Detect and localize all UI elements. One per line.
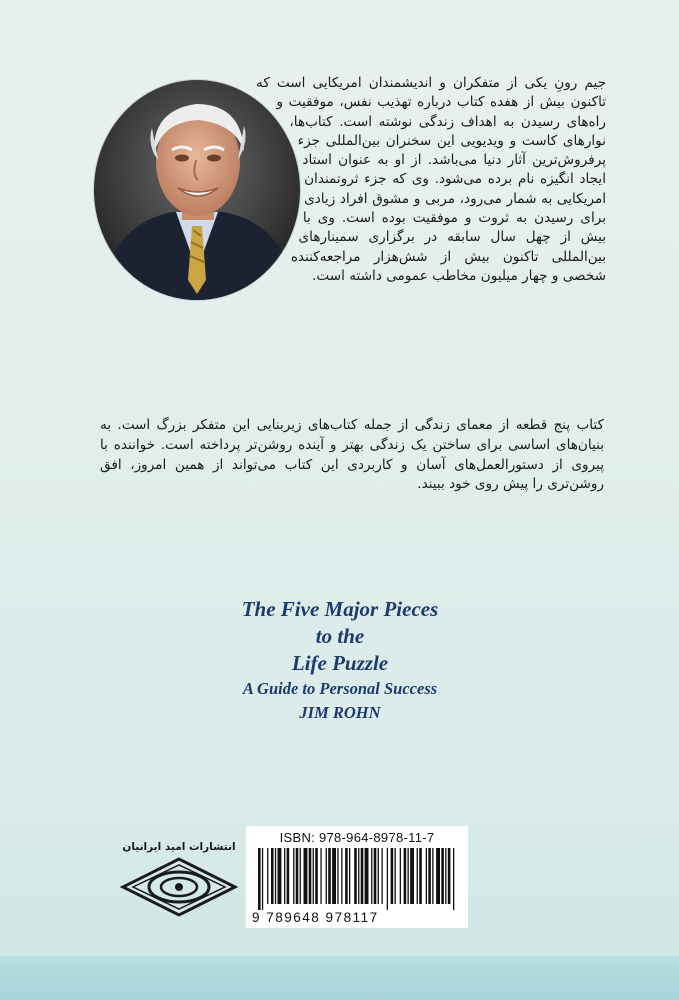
book-summary: کتاب پنج قطعه از معمای زندگی از جمله کتاب‌های زیربنایی این متفکر بزرگ است. به بنیان‌های اساسی برای ساختن یک زندگی بهتر و آینده روشن‌تر پرداخته است. خواننده با پیروی از دستورالعمل‌های آسان و کاربردی این کتاب می‌تواند از همین امروز، افق روشن‌تری را پیش روی خود ببیند. [100,417,604,493]
publisher-name: انتشارات امید ایرانیان [122,841,236,853]
author-name: JIM ROHN [299,703,381,722]
english-title-line-2: to the [315,624,365,648]
english-title-block [140,596,540,726]
barcode-label [246,826,468,928]
english-subtitle: A Guide to Personal Success [242,679,438,698]
bottom-color-band [0,956,679,1000]
english-title-line-1: The Five Major Pieces [241,597,439,621]
publisher-logo-icon [119,856,239,918]
barcode-icon [256,848,460,910]
english-title-line-3: Life Puzzle [291,651,389,675]
barcode-digits: 9 789648 978117 [252,910,379,925]
isbn-number: ISBN: 978-964-8978-11-7 [279,830,435,845]
author-biography: جیم رونِ یکی از متفکران و اندیشمندان امریکایی است که تاکنون بیش از هفده کتاب درباره تهذیب نفس، موفقیت و راه‌های رسیدن به اهداف زندگی نوشته است. کتاب‌ها، نوارهای کاست و ویدیویی این سخنران بین‌المللی جزء پرفروش‌ترین آثار دنیا می‌باشد. از او به عنوان استاد ایجاد انگیزه نام برده می‌شود. وی که جزء ثروتمندان امریکایی به شمار می‌رود، مربی و مشوق افراد زیادی برای رسیدن به ثروت و موفقیت بوده است. وی با بیش از چهل سال سابقه در برگزاری سمینارهای بین‌المللی تاکنون بیش از شش‌هزار مراجعه‌کننده شخصی و چهار میلیون مخاطب عمومی داشته است. [256,75,606,284]
publisher-mark [114,840,244,924]
